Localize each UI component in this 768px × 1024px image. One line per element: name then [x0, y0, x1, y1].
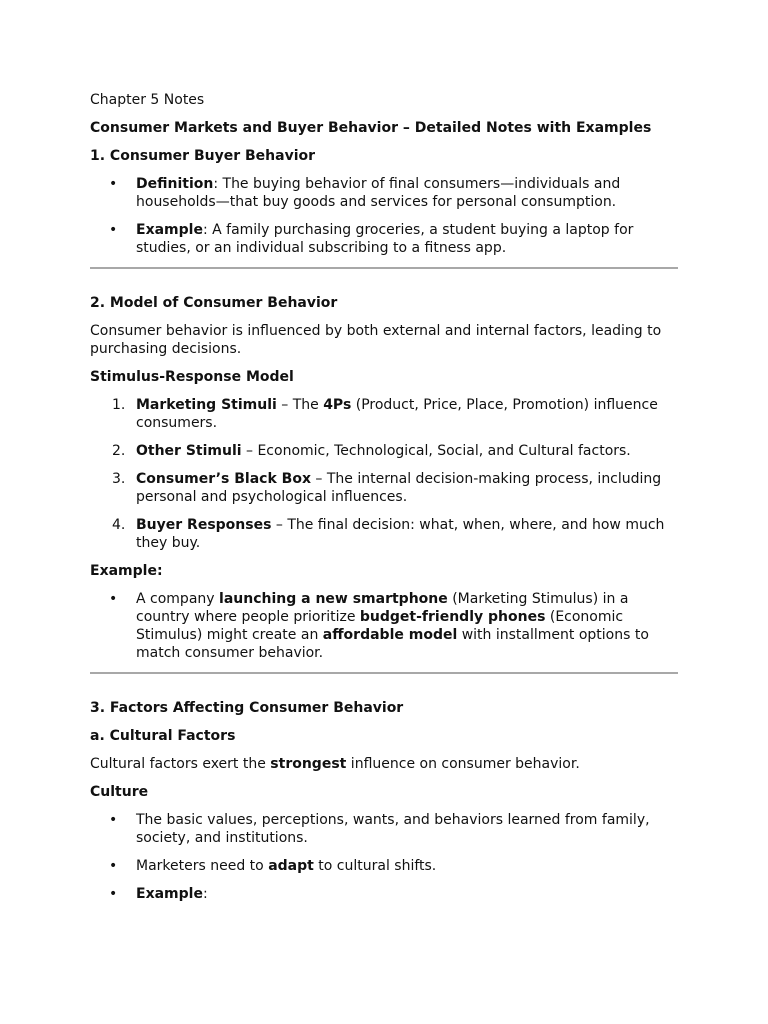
term-affordable-model: affordable model	[322, 627, 458, 643]
section-2-intro: Consumer behavior is influenced by both external and internal factors, leading to purchasing decisions.	[90, 323, 662, 357]
term-black-box: Consumer’s Black Box	[136, 471, 311, 487]
list-item	[90, 470, 680, 506]
list-item	[90, 442, 680, 460]
list-item	[90, 221, 680, 257]
term-buyer-responses: Buyer Responses	[136, 517, 272, 533]
cultural-factors-paragraph	[90, 755, 680, 773]
term-example: Example	[136, 222, 203, 238]
culture-heading: Culture	[90, 784, 149, 800]
chapter-label: Chapter 5 Notes	[90, 92, 205, 108]
example-text: A company	[136, 591, 220, 607]
bullet-marker: •	[109, 858, 118, 874]
bullet-marker: •	[109, 591, 118, 607]
section-2-heading: 2. Model of Consumer Behavior	[90, 295, 338, 311]
stimulus-response-heading: Stimulus-Response Model	[90, 369, 294, 385]
example-text: (Marketing Stimulus) in a country where people prioritize	[136, 591, 629, 625]
list-item	[90, 811, 680, 847]
list-number: 3.	[112, 471, 126, 487]
item-text: (Product, Price, Place, Promotion) influence consumers.	[136, 397, 658, 431]
document-title: Consumer Markets and Buyer Behavior – Detailed Notes with Examples	[90, 120, 652, 136]
list-number: 4.	[112, 517, 126, 533]
section-3-heading: 3. Factors Affecting Consumer Behavior	[90, 700, 404, 716]
list-number: 2.	[112, 443, 126, 459]
bullet-marker: •	[109, 222, 118, 238]
term-marketing-stimuli: Marketing Stimuli	[136, 397, 277, 413]
item-text: :	[202, 886, 208, 902]
term-4ps: 4Ps	[323, 397, 352, 413]
list-item	[90, 885, 680, 903]
example-list	[90, 590, 680, 662]
term-adapt: adapt	[268, 858, 314, 874]
list-item	[90, 396, 680, 432]
section-1-list	[90, 175, 680, 257]
definition-text: : The buying behavior of final consumers—individuals and households—that buy goods and services for personal consumption.	[136, 176, 621, 210]
item-text: – The	[276, 397, 324, 413]
list-item	[90, 516, 680, 552]
section-divider	[90, 267, 678, 269]
term-definition: Definition	[136, 176, 214, 192]
example-text: (Economic Stimulus) might create an	[136, 609, 624, 643]
item-text: – Economic, Technological, Social, and Cultural factors.	[241, 443, 631, 459]
example-heading: Example:	[90, 563, 163, 579]
paragraph-text: Cultural factors exert the	[90, 756, 271, 772]
item-text: Marketers need to	[136, 858, 269, 874]
list-item	[90, 857, 680, 875]
cultural-factors-heading: a. Cultural Factors	[90, 728, 236, 744]
section-1-heading: 1. Consumer Buyer Behavior	[90, 148, 316, 164]
term-new-smartphone: launching a new smartphone	[219, 591, 448, 607]
term-other-stimuli: Other Stimuli	[136, 443, 242, 459]
example-text: : A family purchasing groceries, a student buying a laptop for studies, or an individual subscribing to a fitness app.	[136, 222, 634, 256]
item-text: The basic values, perceptions, wants, and behaviors learned from family, society, and institutions.	[136, 812, 650, 846]
term-example: Example	[136, 886, 203, 902]
stimulus-response-list	[90, 396, 680, 552]
section-divider	[90, 672, 678, 674]
list-item	[90, 175, 680, 211]
item-text: – The internal decision-making process, including personal and psychological influences.	[136, 471, 662, 505]
culture-list	[90, 811, 680, 903]
term-strongest: strongest	[270, 756, 347, 772]
paragraph-text: influence on consumer behavior.	[346, 756, 580, 772]
example-text: with installment options to match consumer behavior.	[136, 627, 649, 661]
item-text: – The final decision: what, when, where, and how much they buy.	[136, 517, 665, 551]
list-number: 1.	[112, 397, 126, 413]
bullet-marker: •	[109, 886, 118, 902]
item-text: to cultural shifts.	[313, 858, 437, 874]
bullet-marker: •	[109, 176, 118, 192]
document-body	[90, 91, 680, 913]
bullet-marker: •	[109, 812, 118, 828]
list-item	[90, 590, 680, 662]
term-budget-phones: budget-friendly phones	[359, 609, 546, 625]
